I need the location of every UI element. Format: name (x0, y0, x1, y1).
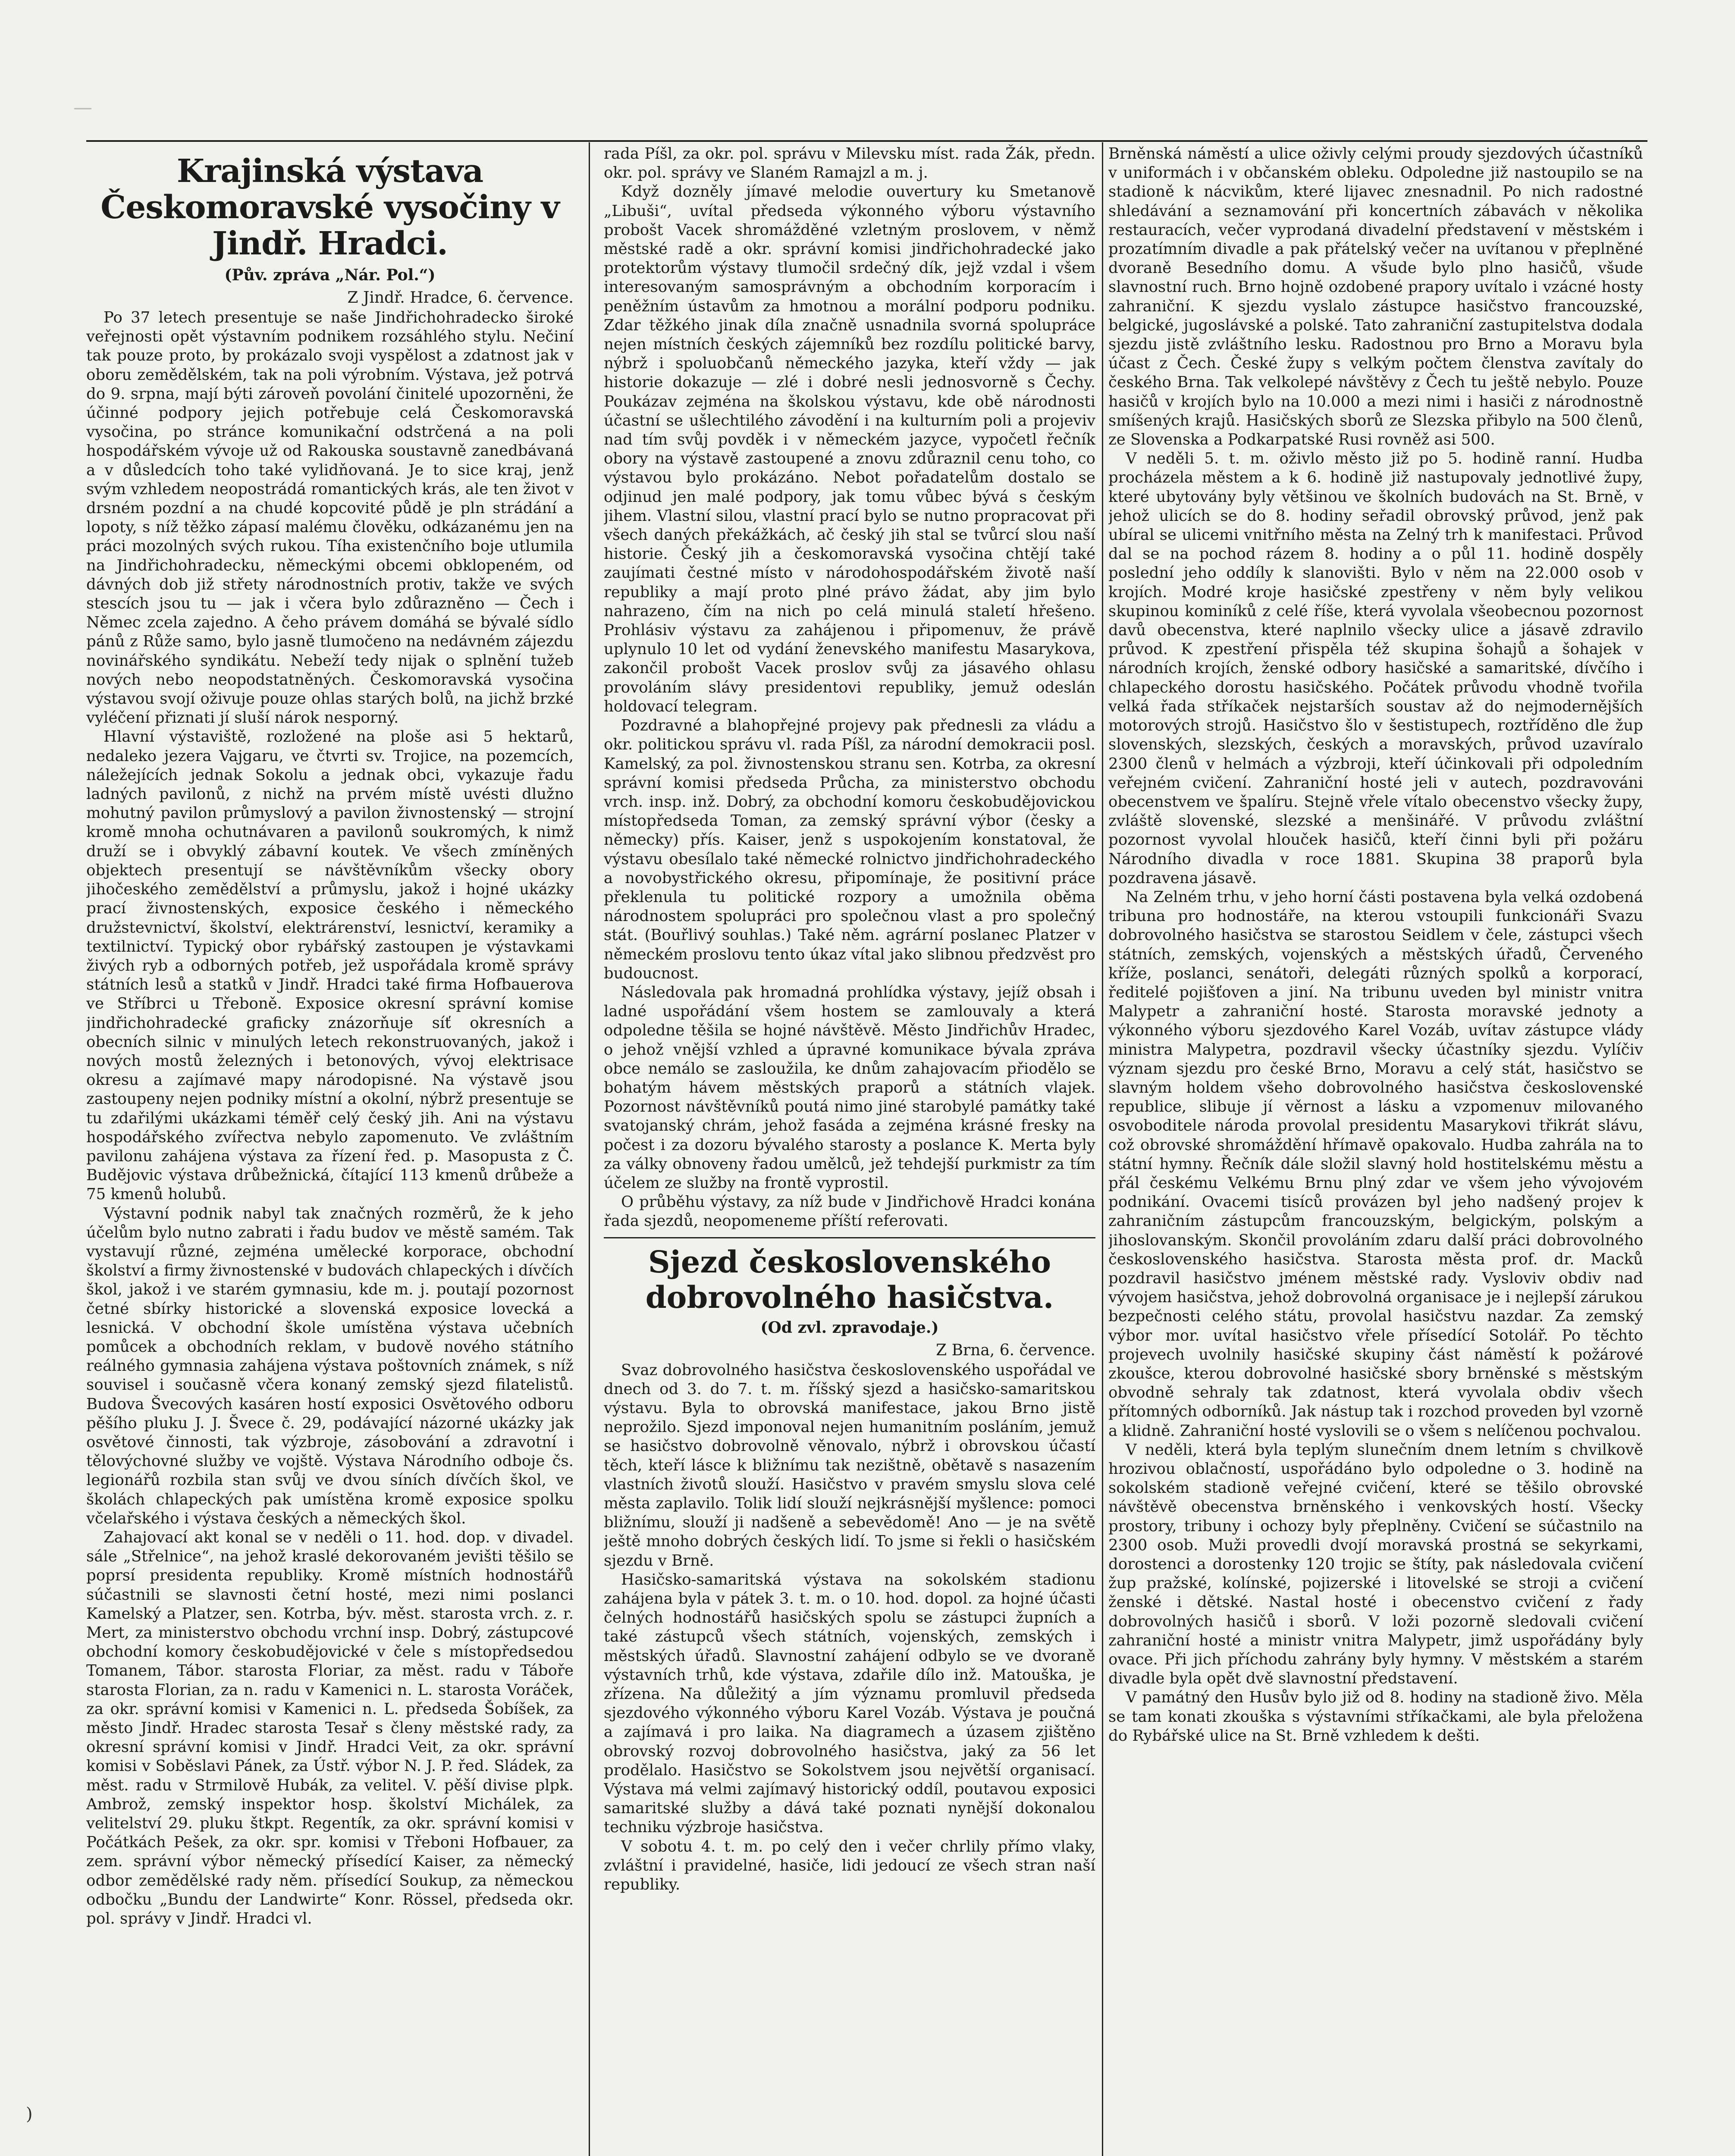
article-byline: (Pův. zpráva „Nár. Pol.“) (224, 266, 436, 284)
paragraph: V neděli 5. t. m. oživlo město již po 5. hodině ranní. Hudba procházela městem a k 6. hodině již nastupovaly jednotlivé župy, které ubytovány byly většinou ve školních budovách na St. Brně, v jehož ulicích se do 8. hodiny seřadil obrovský průvod, jenž pak ubíral se ulicemi vnitřního města na Zelný trh k manifestaci. Průvod dal se na pochod rázem 8. hodiny a o půl 11. hodině dospěly poslední jeho oddíly k slanovišti. Bylo v něm na 22.000 osob v krojích. Modré kroje hasičské zpestřeny v něm byly velikou skupinou kominíků z celé říše, která vyvolala všeobecnou pozornost davů obecenstva, které naplnilo všecky ulice a jásavě zdravilo průvod. K zpestření přispěla též skupina šohajů a šohajek v národních krojích, ženské odbory hasičské a samaritské, dívčího i chlapeckého dorostu hasičského. Počátek průvodu vhodně tvořila velká řada stříkaček nejstarších soustav až do nejmodernějších motorových strojů. Hasičstvo šlo v šestistupech, roztříděno dle žup slovenských, slezských, českých a moravských, průvod uzavíralo 2300 členů v helmách a výzbroji, kteří účinkovali při odpoledním veřejném cvičení. Zahraniční hosté jeli v autech, pozdravováni obecenstvem ve špalíru. Stejně vřele vítalo obecenstvo všecky župy, zvláště slovenské, slezské a menšinářé. V průvodu zvláštní pozornost vyvolal hlouček hasičů, kteří činni byli při požáru Národního divadla v roce 1881. Skupina 38 praporů byla pozdravena jásavě. (1108, 450, 1643, 887)
article-separator (604, 1237, 1095, 1238)
paragraph: V sobotu 4. t. m. po celý den i večer chrlily přímo vlaky, zvláštní i pravidelné, hasiče, lidi jedoucí ze všech stran naší republiky. (604, 1837, 1095, 1894)
paragraph: Brněnská náměstí a ulice oživly celými proudy sjezdových účastníků v uniformách i v občanském obleku. Odpoledne již nastoupilo se na stadioně k nácvikům, které lijavec znesnadnil. Po nich radostné shledávání a seznamování při koncertních zábavách v několika restauracích, večer vyprodaná divadelní představení v městském i prozatímním divadle a pak přátelský večer na uvítanou v přeplněné dvoraně Besedního domu. A všude bylo plno hasičů, všude slavnostní ruch. Brno hojně ozdobené prapory uvítalo i vzácné hosty zahraniční. K sjezdu vyslalo zástupce hasičstvo francouzské, belgické, jugoslávské a polské. Tato zahraniční zastupitelstva dodala sjezdu jistě zvláštního lesku. Radostnou pro Brno a Moravu byla účast z Čech. České župy s velkým počtem členstva zavítaly do českého Brna. Tak velkolepé návštěvy z Čech tu ještě nebylo. Pouze hasičů v krojích bylo na 10.000 a mezi nimi i hasiči z národnostně smíšených krajů. Hasičských sborů ze Slezska přibylo na 500 členů, ze Slovenska a Podkarpatské Rusi rovněž asi 500. (1108, 145, 1643, 449)
column-1 (86, 144, 574, 2156)
article-dateline: Z Brna, 6. července. (936, 1341, 1095, 1359)
paragraph: Pozdravné a blahopřejné projevy pak přednesli za vládu a okr. politickou správu vl. rada Píšl, za národní demokracii posl. Kamelský, za pol. živnostenskou stranu sen. Kotrba, za okresní správní komisi předseda Průcha, za ministerstvo obchodu vrch. insp. inž. Dobrý, za obchodní komoru českobudějovickou místopředseda Toman, za zemský správní výbor (česky a německy) přís. Kaiser, jenž s uspokojením konstatoval, že výstavu obesílalo také německé rolnictvo jindřichohradeckého a novobystřického okresu, připomínaje, že positivní práce překlenula tu politické rozpory a umožnila oběma národnostem spolupráci pro společnou vlast a pro společný stát. (Bouřlivý souhlas.) Také něm. agrární poslanec Platzer v německém proslovu tento úkaz vítal jako slibnou předzvěst pro budoucnost. (604, 717, 1095, 982)
paragraph: rada Píšl, za okr. pol. správu v Milevsku míst. rada Žák, předn. okr. pol. správy ve Slaném Ramajzl a m. j. (604, 145, 1095, 182)
top-rule (86, 140, 1647, 142)
column-2 (604, 144, 1095, 2156)
column-divider (589, 142, 590, 2156)
article-dateline: Z Jindř. Hradce, 6. července. (347, 289, 574, 307)
paragraph: Výstavní podnik nabyl tak značných rozměrů, že k jeho účelům bylo nutno zabrati i řadu budov ve městě samém. Tak vystavují různé, zejména umělecké korporace, obchodní školství a firmy živnostenské v budovách chlapeckých i dívčích škol, jakož i ve starém gymnasiu, kde m. j. poutají pozornost četné sbírky historické a slovenská exposice lovecká a lesnická. V obchodní škole umístěna výstava učebních pomůcek a obchodních reklam, v budově nového státního reálného gymnasia zahájena výstava poštovních známek, s níž souvisel i současně včera konaný zemský sjezd filatelistů. Budova Švecových kasáren hostí exposici Osvětového odboru pěšího pluku J. J. Švece č. 29, podávající názorné ukázky jak osvětové činnosti, tak výzbroje, zásobování a zdravotní i tělovýchovné služby ve vojště. Výstava Národního odboje čs. legionářů rozbila stan svůj ve dvou síních dívčích škol, ve školách chlapeckých pak umístěna kromě exposice spolku včelařského i výstava českých a německých škol. (86, 1204, 574, 1527)
paragraph: V neděli, která byla teplým slunečním dnem letním s chvilkově hrozivou oblačností, uspořádáno bylo odpoledne o 3. hodině na sokolském stadioně veřejné cvičení, které se těšilo obrovské návštěvě obecenstva brněnského i venkovských hostí. Všecky prostory, tribuny i ochozy byly přeplněny. Cvičení se súčastnilo na 2300 osob. Muži provedli dvojí moravská prostná se sekyrkami, dorostenci a dorostenky 120 trojic se štíty, pak následovala cvičení žup pražské, kolínské, pojizerské i litovelské se stroji a cvičení ženské i dětské. Nastal hosté i obecenstvo cvičení z řady dobrovolných hasičů i sborů. V loži pozorně sledovali cvičení zahraniční hosté a ministr vnitra Malypetr, jimž uspořádány byly ovace. Při jich příchodu zahrány byly hymny. V městském a starém divadle byla opět dvě slavnostní představení. (1108, 1441, 1643, 1688)
paragraph: Hlavní výstaviště, rozložené na ploše asi 5 hektarů, nedaleko jezera Vajgaru, ve čtvrti sv. Trojice, na pozemcích, náležejících jednak Sokolu a jednak obci, vykazuje řadu ladných pavilonů, z nichž na prvém místě uvésti dlužno mohutný pavilon průmyslový a pavilon živnostenský — strojní kromě mnoha ochutnávaren a pavilonů soukromých, k nimž druží se i obvyklý zábavní koutek. Ve všech zmíněných objektech presentují se návštěvníkům všecky obory jihočeského zemědělství a průmyslu, jakož i hojné ukázky prací živnostenských, exposice českého i německého družstevnictví, školství, elektrárenství, lesnictví, keramiky a textilnictví. Typický obor rybářský zastoupen je výstavkami živých ryb a odborných potřeb, jež uspořádala kromě správy státních lesů a statků v Jindř. Hradci také firma Hofbauerova ve Stříbrci u Třeboně. Exposice okresní správní komise jindřichohradecké graficky znázorňuje síť okresních a obecních silnic v minulých letech rekonstruovaných, jakož i nových mostů železných i betonových, vývoj elektrisace okresu a zajímavé mapy národopisné. Na výstavě jsou zastoupeny nejen podniky místní a okolní, nýbrž presentuje se tu zdařilými ukázkami téměř celý český jih. Ani na výstavu hospodářského zvířectva nebylo zapomenuto. Ve zvláštním pavilonu zahájena výstava za řízení řed. p. Masopusta z Č. Budějovic výstava drůbežnická, čítající 113 kmenů drůbeže a 75 kmenů holubů. (86, 728, 574, 1203)
paragraph: Na Zelném trhu, v jeho horní části postavena byla velká ozdobená tribuna pro hodnostáře, na kterou vstoupili funkcionáři Svazu dobrovolného hasičstva se starostou Seidlem v čele, zástupci všech státních, zemských, vojenských a městských úřadů, Červeného kříže, poslanci, senátoři, delegáti různých spolků a korporací, ředitelé pojišťoven a jiní. Na tribunu uveden byl ministr vnitra Malypetr a zahraniční hosté. Starosta moravské jednoty a výkonného výboru sjezdového Karel Vozáb, uvítav zástupce vlády ministra Malypetra, pozdravil všecky účastníky sjezdu. Vylíčiv význam sjezdu pro české Brno, Moravu a celý stát, hasičstvo se slavným holdem všeho dobrovolného hasičstva československé republice, slibuje jí věrnost a lásku a vzpomenuv milovaného osvoboditele národa provolal presidentu Masarykovi třikrát slávu, což obrovské shromáždění hřímavě opakovalo. Hudba zahrála na to státní hymny. Řečník dále složil slavný hold hostitelskému městu a přál českému Velkému Brnu plný zdar ve všem jeho vývojovém podnikání. Ovacemi tisíců provázen byl jeho nadšený projev k zahraničním zástupcům francouzským, belgickým, polským a jihoslovanským. Skončil provoláním zdaru další práci dobrovolného československého hasičstva. Starosta města prof. dr. Macků pozdravil hasičstvo jménem městské rady. Vysloviv obdiv nad vývojem hasičstva, jehož dobrovolná organisace je i nejlepší zárukou bezpečnosti celého státu, provolal hasičstvu nazdar. Za zemský výbor mor. uvítal hasičstvo vřele přísedící Sotolář. Po těchto projevech uvolnily hasičské skupiny část náměstí k požárové zkoušce, kterou dobrovolné hasičské sbory brněnské s městským obvodně sehraly tak zdatnost, která vyvolala obdiv všech přítomných odborníků. Jak nástup tak i rozchod proveden byl vzorně a klidně. Zahraniční hosté vyslovili se o všem s nelíčenou pochvalou. (1108, 888, 1643, 1440)
paragraph: Po 37 letech presentuje se naše Jindřichohradecko široké veřejnosti opět výstavním podnikem rozsáhlého stylu. Nečiní tak pouze proto, by prokázalo svoji vyspělost a zdatnost jak v oboru zemědělském, tak na poli výrobním. Výstava, jež potrvá do 9. srpna, mají býti zároveň povolání činitelé upozorněni, že účinné podpory jejich potřebuje celá Českomoravská vysočina, po stránce komunikační odstrčená a na poli hospodářském vývoje už od Rakouska soustavně zanedbávaná a v důsledcích toho také vylidňovaná. Je to sice kraj, jenž svým vzhledem neopostrádá romantických krás, ale ten život v drsném pozdní a na chudé kopcovité půdě je pln strádání a lopoty, s níž těžko zápasí malému člověku, odkázanému jen na práci mozolných svých rukou. Tíha existenčního boje utlumila na Jindřichohradecku, německými obcemi obklopeném, od dávných dob již střety národnostních protiv, takže ve svých stescích jsou tu — jak i včera bylo zdůrazněno — Čech i Němec zcela zajedno. A čeho právem domáhá se bývalé sídlo pánů z Růže samo, bylo jasně tlumočeno na nedávném zájezdu novinářského syndikátu. Nebeží tedy nijak o splnění tužeb nových nebo neopodstatněných. Českomoravská vysočina výstavou svojí oživuje pouze ohlas starých bolů, na jichž brzké vyléčení přiznati jí sluší nárok nesporný. (86, 309, 574, 727)
paragraph: V památný den Husův bylo již od 8. hodiny na stadioně živo. Měla se tam konati zkouška s výstavními stříkačkami, ale byla přeložena do Rybářské ulice na St. Brně vzhledem k dešti. (1108, 1689, 1643, 1745)
bleed-through-text: — (73, 97, 92, 119)
margin-mark: ) (26, 2104, 33, 2124)
paragraph: Následovala pak hromadná prohlídka výstavy, jejíž obsah i ladné uspořádání všem hostem se zamlouvaly a která odpoledne těšila se hojné návštěvě. Město Jindřichův Hradec, o jehož vnější vzhled a úpravné komunikace bývala zpráva obce nemálo se zasloužila, ke dnům zahajovacím přiodělo se bohatým hávem městských praporů a státních vlajek. Pozornost návštěvníků poutá nimo jiné starobylé památky také svatojanský chrám, jehož fasáda a zejména krásné fresky na počest i za dozoru bývalého starosty a poslance K. Merta byly za války obnoveny řadou umělců, jež tehdejší purkmistr za tím účelem ze služby na frontě vyprostil. (604, 983, 1095, 1192)
paragraph: Když dozněly jímavé melodie ouvertury ku Smetanově „Libuši“, uvítal předseda výkonného výboru výstavního probošt Vacek shromážděné vzletným proslovem, v němž městské radě a okr. správní komisi jindřichohradecké jako protektorům výstavy tlumočil srdečný dík, jejž vzdal i všem interesovaným samosprávným a obchodním korporacím i peněžním ústavům za hmotnou a morální podporu podniku. Zdar těžkého jinak díla značně usnadnila svorná spolupráce nejen místních českých zájemníků bez rozdílu politické barvy, nýbrž i spoluobčanů německého jazyka, kteří vždy — jak historie dokazuje — zlé i dobré nesli jednosvorně s Čechy. Poukázav zejména na školskou výstavu, kde obě národnosti účastní se ušlechtilého závodění i na kulturním poli a projeviv nad tím svůj povděk i v německém jazyce, vypočetl řečník obory na výstavě zastoupené a znovu zdůraznil cenu toho, co výstavou bylo prokázáno. Nebot pořadatelům dostalo se odjinud jen malé podpory, jak tomu vůbec bývá s českým jihem. Vlastní silou, vlastní prací bylo se nutno propracovat při všech daných překážkách, ač český jih stal se tvůrcí slou naší historie. Český jih a českomoravská vysočina chtějí také zaujímati čestné místo v národohospodářském životě naší republiky a mají proto plné právo žádat, aby jim bylo nahrazeno, čím na nich po celá minulá staletí hřešeno. Prohlásiv výstavu za zahájenou i připomenuv, že právě uplynulo 10 let od vydání ženevského manifestu Masarykova, zakončil probošt Vacek proslov svůj za jásavého ohlasu provoláním slávy presidentovi republiky, jemuž odeslán holdovací telegram. (604, 183, 1095, 715)
article-headline: Krajinská výstava Českomoravské vysočiny v Jindř. Hradci. (100, 153, 559, 262)
paragraph: Svaz dobrovolného hasičstva československého uspořádal ve dnech od 3. do 7. t. m. říšský sjezd a hasičsko-samaritskou výstavu. Byla to obrovská manifestace, jakou Brno jistě neprožilo. Sjezd imponoval nejen humanitním posláním, jemuž se hasičstvo dobrovolně věnovalo, nýbrž i obrovskou účastí těch, kteří lásce k bližnímu tak nezištně, obětavě s nasazením vlastních životů slouží. Hasičstvo v pravém smyslu slova celé města zaplavilo. Tolik lidí slouží nejkrásnější myšlence: pomoci bližnímu, slouží ji nadšeně a sebevědomě! Ano — je na světě ještě mnoho dobrých českých lidí. To jsme si řekli o hasičském sjezdu v Brně. (604, 1361, 1095, 1570)
column-divider (1102, 142, 1103, 2156)
paragraph: Zahajovací akt konal se v neděli o 11. hod. dop. v divadel. sále „Střelnice“, na jehož kraslé dekorovaném jevišti těšilo se poprsí presidenta republiky. Kromě místních hodnostářů súčastnili se slavnosti četní hosté, mezi nimi poslanci Kamelský a Platzer, sen. Kotrba, býv. měst. starosta vrch. z. r. Mert, za ministerstvo obchodu vrchní insp. Dobrý, zástupcové obchodní komory českobudějovické v čele s místopředsedou Tomanem, Tábor. starosta Floriar, za měst. radu v Táboře starosta Florian, za n. radu v Kamenici n. L. starosta Voráček, za okr. správní komisi v Kamenici n. L. předseda Šobíšek, za město Jindř. Hradec starosta Tesař s členy městské rady, za okresní správní komisi v Jindř. Hradci Veit, za okr. správní komisi v Soběslavi Pánek, za Ústř. výbor N. J. P. řed. Sládek, za měst. radu v Strmilově Hubák, za velitel. V. pěší divise plpk. Ambrož, zemský inspektor hosp. školství Michálek, za velitelství 29. pluku štkpt. Regentík, za okr. správní komisi v Počátkách Pešek, za okr. spr. komisi v Třeboni Hofbauer, za zem. správní výbor německý přísedící Kaiser, za německý odbor zemědělské rady něm. přísedící Soukup, za německou odbočku „Bundu der Landwirte“ Konr. Rössel, předseda okr. pol. správy v Jindř. Hradci vl. (86, 1529, 574, 1928)
column-3 (1108, 144, 1643, 2156)
paragraph: O průběhu výstavy, za níž bude v Jindřichově Hradci konána řada sjezdů, neopomeneme příští referovati. (604, 1193, 1095, 1230)
paragraph: Hasičsko-samaritská výstava na sokolském stadionu zahájena byla v pátek 3. t. m. o 10. hod. dopol. za hojné účasti čelných hodnostářů hasičských spolu se zástupci župních a také zástupců všech státních, vojenských, zemských i městských úřadů. Slavnostní zahájení odbylo se ve dvoraně výstavních trhů, kde výstava, zdařile dílo inž. Matouška, je zřízena. Na důležitý a jím významu promluvil předseda sjezdového výkonného výboru Karel Vozáb. Výstava je poučná a zajímavá i pro laika. Na diagramech a úzasem zjištěno obrovský rozvoj dobrovolného hasičstva, jaký za 56 let prodělalo. Hasičstvo se Sokolstvem jsou největší organisací. Výstava má velmi zajímavý historický oddíl, poutavou exposici samaritské služby a dává také poznati nynější dokonalou techniku výzbroje hasičstva. (604, 1570, 1095, 1836)
article-byline: (Od zvl. zpravodaje.) (760, 1318, 939, 1337)
article-headline: Sjezd československého dobrovolného hasičstva. (645, 1244, 1054, 1315)
